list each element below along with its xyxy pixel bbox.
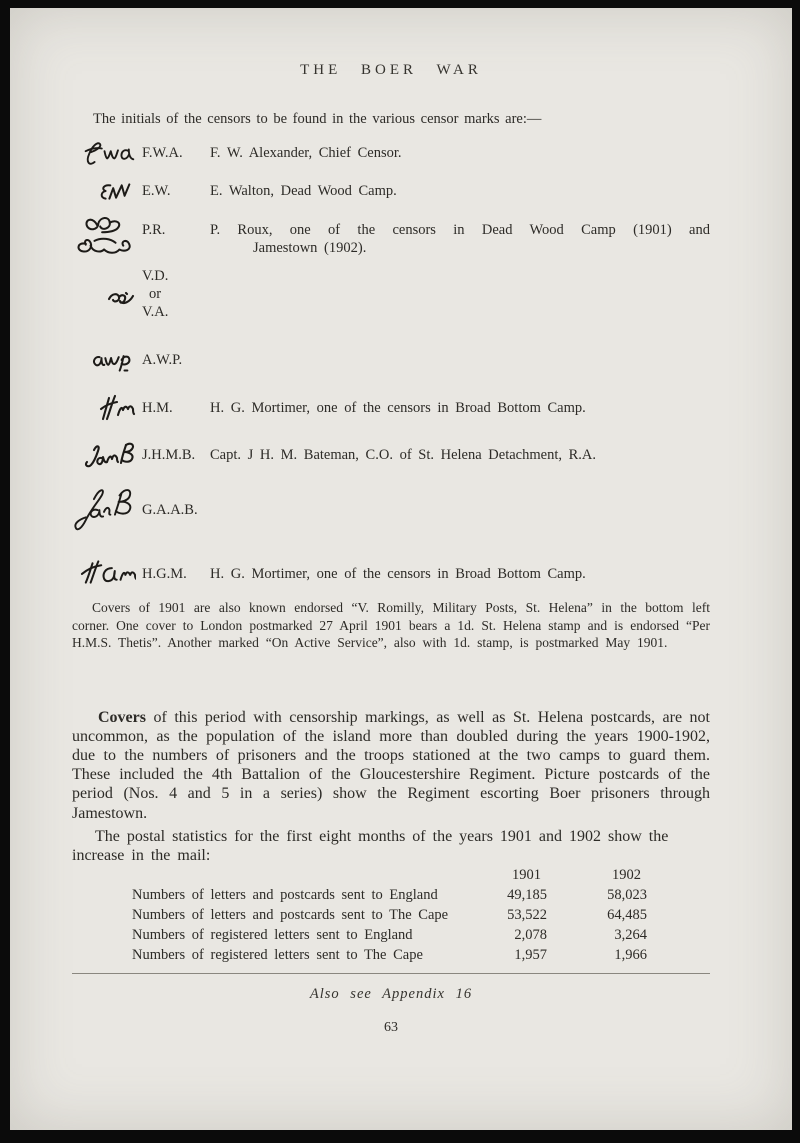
censor-description: H. G. Mortimer, one of the censors in Broad Bottom Camp.: [210, 566, 586, 582]
value-1901: 53,522: [507, 906, 547, 923]
censor-description: E. Walton, Dead Wood Camp.: [210, 183, 397, 199]
row-label: Numbers of registered letters sent to The Cape: [132, 946, 423, 963]
censor-marks-list: [72, 137, 710, 587]
censor-initials-line3: V.A.: [142, 304, 169, 320]
pr-signature-icon: [72, 213, 142, 261]
fwa-signature-icon: [72, 137, 142, 169]
paragraph-covers-1901: Covers of 1901 are also known endorsed “V. Romilly, Military Posts, St. Helena” in the bottom left corner. One cover to London postmarked 27 April 1901 bears a 1d. St. Helena stamp and is endorsed “Per H.M.S. Thetis”. Another marked “On Active Service”, also with 1d. stamp, is postmarked May 1901.: [72, 600, 710, 650]
censor-row: [72, 557, 710, 587]
value-1902: 1,966: [614, 946, 647, 963]
censor-initials: H.M.: [142, 400, 173, 416]
value-1901: 2,078: [514, 926, 547, 943]
paragraph-stats-intro: The postal statistics for the first eight months of the years 1901 and 1902 show the increase in the mail:: [72, 827, 669, 864]
jhmb-signature-icon: [72, 441, 142, 469]
censor-description: [210, 221, 710, 257]
censor-description-line1: P. Roux, one of the censors in Dead Wood Camp (1901) and: [210, 222, 710, 238]
column-header-1902: 1902: [612, 866, 641, 883]
censor-initials: A.W.P.: [142, 352, 183, 368]
table-row: [132, 925, 647, 945]
paragraph-main: [72, 708, 710, 823]
postal-statistics-table: [132, 865, 647, 965]
table-row: [132, 945, 647, 965]
censor-initials-line2: or: [149, 286, 162, 302]
censor-description: H. G. Mortimer, one of the censors in Broad Bottom Camp.: [210, 400, 586, 416]
hgm-signature-icon: [72, 557, 142, 587]
row-label: Numbers of registered letters sent to England: [132, 926, 413, 943]
column-header-1901: 1901: [512, 866, 541, 883]
paragraph-main-rest: of this period with censorship markings, as well as St. Helena postcards, are not uncommon, as the population of the island more than doubled during the years 1900-1902, due to the numbers of prisoners and the troops stationed at the two camps to guard them. These included the 4th Battalion of the Gloucestershire Regiment. Picture postcards of the period (Nos. 4 and 5 in a series) show the Regiment escorting Boer prisoners through Jamestown.: [72, 708, 710, 822]
censor-initials: G.A.A.B.: [142, 502, 198, 518]
censor-initials: H.G.M.: [142, 566, 187, 582]
censor-row: [72, 213, 710, 261]
awp-signature-icon: [72, 347, 142, 373]
appendix-note: Also see Appendix 16: [309, 985, 473, 1002]
paragraph-main-lead: Covers: [98, 708, 146, 726]
censor-description: F. W. Alexander, Chief Censor.: [210, 145, 402, 161]
censor-initials-line1: V.D.: [142, 268, 169, 284]
value-1901: 49,185: [507, 886, 547, 903]
censor-row: [72, 179, 710, 205]
vd-signature-icon: [72, 289, 142, 309]
censor-initials: J.H.M.B.: [142, 447, 196, 463]
value-1902: 64,485: [607, 906, 647, 923]
page-number: 63: [384, 1019, 398, 1035]
ew-signature-icon: [72, 179, 142, 205]
hm-signature-icon: [72, 393, 142, 423]
value-1902: 58,023: [607, 886, 647, 903]
page-content: [10, 62, 792, 1036]
table-header-row: [132, 865, 647, 885]
gaab-signature-icon: [72, 483, 142, 539]
table-row: [132, 885, 647, 905]
footer-divider: [72, 973, 710, 974]
censor-description-line2: Jamestown (1902).: [253, 240, 367, 256]
censor-description: Capt. J H. M. Bateman, C.O. of St. Helena Detachment, R.A.: [210, 447, 596, 463]
censor-row: [72, 347, 710, 373]
value-1901: 1,957: [514, 946, 547, 963]
intro-line: The initials of the censors to be found in the various censor marks are:—: [93, 111, 542, 127]
censor-initials: P.R.: [142, 222, 166, 238]
censor-row: [72, 137, 710, 169]
page-title: THE BOER WAR: [300, 62, 482, 78]
row-label: Numbers of letters and postcards sent to England: [132, 886, 438, 903]
censor-initials: E.W.: [142, 183, 171, 199]
censor-row: [72, 393, 710, 423]
table-row: [132, 905, 647, 925]
censor-row: [72, 267, 710, 321]
row-label: Numbers of letters and postcards sent to The Cape: [132, 906, 449, 923]
book-page: [10, 8, 792, 1130]
censor-initials: [142, 267, 210, 321]
censor-row: [72, 483, 710, 539]
value-1902: 3,264: [614, 926, 647, 943]
censor-row: [72, 441, 710, 469]
censor-initials: F.W.A.: [142, 145, 183, 161]
